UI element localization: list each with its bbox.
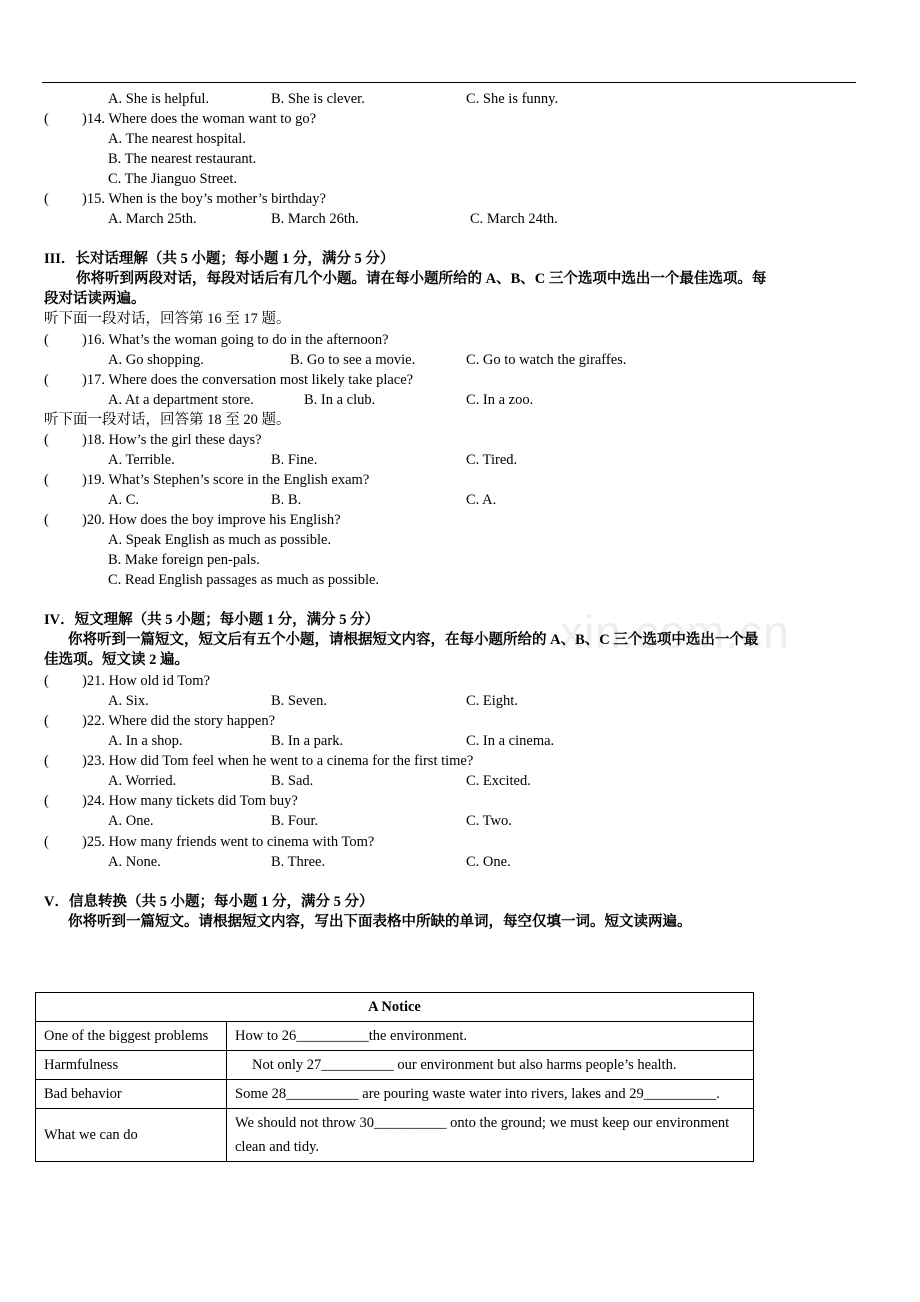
dialogue-2-instruction: 听下面一段对话，回答第 18 至 20 题。	[44, 412, 291, 428]
section-4-instructions-1: 你将听到一篇短文，短文后有五个小题，请根据短文内容，在每小题所给的 A、B、C 三个选项中选出一个最	[68, 632, 759, 648]
option-a: A. Go shopping.	[108, 352, 204, 368]
option-a: A. None.	[108, 854, 161, 870]
header-rule	[42, 82, 856, 83]
option-a: A. Six.	[108, 693, 149, 709]
table-title: A Notice	[36, 993, 754, 1022]
option-c: C. In a cinema.	[466, 733, 555, 749]
row-content: How to 26__________the environment.	[227, 1022, 754, 1051]
q13-option-a: A. She is helpful.	[108, 91, 210, 107]
section-3-title: III．长对话理解（共 5 小题；每小题 1 分，满分 5 分）	[44, 251, 395, 267]
option-a: A. Worried.	[108, 773, 177, 789]
section-4-title: IV．短文理解（共 5 小题；每小题 1 分，满分 5 分）	[44, 612, 380, 628]
row-content: Not only 27__________ our environment but also harms people’s health.	[227, 1051, 754, 1080]
section-5-title: V．信息转换（共 5 小题；每小题 1 分，满分 5 分）	[44, 894, 374, 910]
answer-paren: (	[44, 111, 49, 127]
watermark: xin.com.cn	[560, 606, 790, 658]
section-3-instructions-2: 段对话读两遍。	[44, 291, 146, 307]
answer-paren: (	[44, 713, 49, 729]
table-row	[36, 1109, 754, 1162]
option-c: C. Tired.	[466, 452, 518, 468]
option-a: A. C.	[108, 492, 140, 508]
option-a: A. Speak English as much as possible.	[108, 532, 332, 548]
answer-paren: (	[44, 372, 49, 388]
q13-option-c: C. She is funny.	[466, 91, 559, 107]
section-5-instructions: 你将听到一篇短文。请根据短文内容，写出下面表格中所缺的单词，每空仅填一词。短文读两遍。	[68, 914, 692, 930]
answer-paren: (	[44, 753, 49, 769]
dialogue-1-instruction: 听下面一段对话，回答第 16 至 17 题。	[44, 311, 291, 327]
question-stem: )20. How does the boy improve his English?	[82, 512, 341, 528]
table-title-row	[36, 993, 754, 1022]
row-label: Harmfulness	[36, 1051, 227, 1080]
option-c: C. In a zoo.	[466, 392, 534, 408]
option-b: B. March 26th.	[271, 211, 359, 227]
option-b: B. The nearest restaurant.	[108, 151, 257, 167]
question-stem: )18. How’s the girl these days?	[82, 432, 262, 448]
question-stem: )23. How did Tom feel when he went to a cinema for the first time?	[82, 753, 474, 769]
question-stem: )25. How many friends went to cinema with Tom?	[82, 834, 375, 850]
option-c: C. Two.	[466, 813, 512, 829]
question-stem: )19. What’s Stephen’s score in the English exam?	[82, 472, 370, 488]
answer-paren: (	[44, 472, 49, 488]
question-stem: )24. How many tickets did Tom buy?	[82, 793, 298, 809]
row-content: We should not throw 30__________ onto the ground; we must keep our environment clean and tidy.	[227, 1109, 754, 1162]
option-c: C. March 24th.	[470, 211, 558, 227]
option-b: B. Make foreign pen-pals.	[108, 552, 260, 568]
table-row	[36, 1080, 754, 1109]
option-c: C. Excited.	[466, 773, 531, 789]
option-b: B. Four.	[271, 813, 319, 829]
answer-paren: (	[44, 673, 49, 689]
question-stem: )16. What’s the woman going to do in the afternoon?	[82, 332, 389, 348]
question-stem: )15. When is the boy’s mother’s birthday?	[82, 191, 326, 207]
option-b: B. Seven.	[271, 693, 327, 709]
section-3-instructions-1: 你将听到两段对话，每段对话后有几个小题。请在每小题所给的 A、B、C 三个选项中选出一个最佳选项。每	[76, 271, 767, 287]
option-c: C. One.	[466, 854, 511, 870]
option-b: B. In a park.	[271, 733, 344, 749]
answer-paren: (	[44, 332, 49, 348]
question-stem: )21. How old id Tom?	[82, 673, 211, 689]
row-label: One of the biggest problems	[36, 1022, 227, 1051]
row-content: Some 28__________ are pouring waste water into rivers, lakes and 29__________.	[227, 1080, 754, 1109]
answer-paren: (	[44, 834, 49, 850]
table-row	[36, 1022, 754, 1051]
row-label: Bad behavior	[36, 1080, 227, 1109]
option-a: A. In a shop.	[108, 733, 183, 749]
row-label: What we can do	[36, 1109, 227, 1162]
question-stem: )17. Where does the conversation most likely take place?	[82, 372, 414, 388]
option-a: A. Terrible.	[108, 452, 175, 468]
option-b: B. Go to see a movie.	[290, 352, 416, 368]
option-b: B. Sad.	[271, 773, 314, 789]
option-c: C. Read English passages as much as possible.	[108, 572, 380, 588]
option-c: C. A.	[466, 492, 497, 508]
q13-option-b: B. She is clever.	[271, 91, 365, 107]
option-a: A. One.	[108, 813, 154, 829]
option-a: A. At a department store.	[108, 392, 254, 408]
notice-table	[35, 992, 754, 1162]
option-c: C. Eight.	[466, 693, 518, 709]
option-b: B. Three.	[271, 854, 326, 870]
option-b: B. Fine.	[271, 452, 318, 468]
table-row	[36, 1051, 754, 1080]
option-b: B. B.	[271, 492, 302, 508]
answer-paren: (	[44, 432, 49, 448]
option-b: B. In a club.	[304, 392, 376, 408]
answer-paren: (	[44, 793, 49, 809]
option-a: A. March 25th.	[108, 211, 197, 227]
option-c: C. The Jianguo Street.	[108, 171, 238, 187]
section-4-instructions-2: 佳选项。短文读 2 遍。	[44, 652, 189, 668]
question-stem: )14. Where does the woman want to go?	[82, 111, 317, 127]
option-c: C. Go to watch the giraffes.	[466, 352, 627, 368]
option-a: A. The nearest hospital.	[108, 131, 246, 147]
question-stem: )22. Where did the story happen?	[82, 713, 276, 729]
answer-paren: (	[44, 512, 49, 528]
answer-paren: (	[44, 191, 49, 207]
